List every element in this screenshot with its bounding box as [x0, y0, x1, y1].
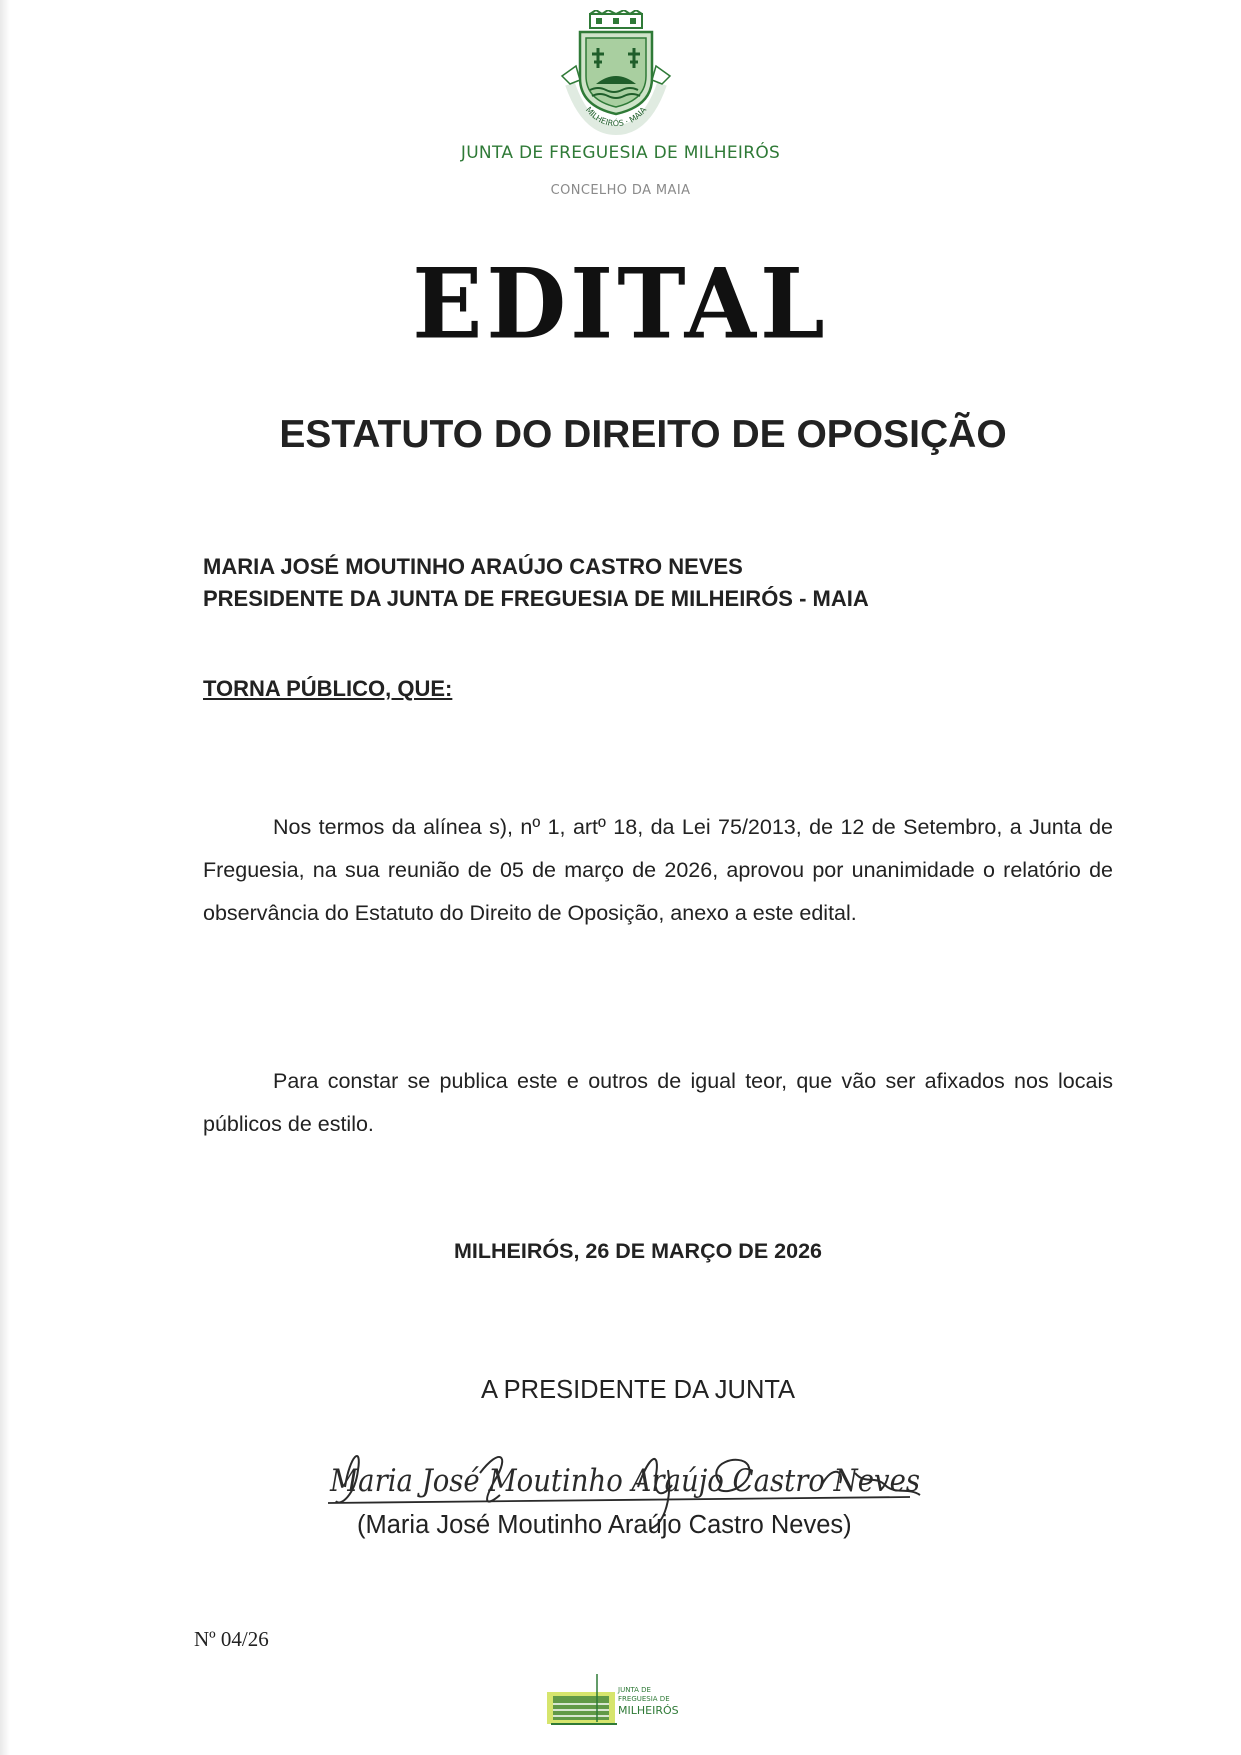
body-paragraph-2-text: Para constar se publica este e outros de igual teor, que vão ser afixados nos locais públicos de estilo.	[203, 1069, 1113, 1136]
body-paragraph-1-text: Nos termos da alínea s), nº 1, artº 18, da Lei 75/2013, de 12 de Setembro, a Junta de Freguesia, na sua reunião de 05 de março de 2026, aprovou por unanimidade o relatório de observância do Estatuto do Direito de Oposição, anexo a este edital.	[203, 815, 1113, 925]
edital-number: Nº 04/26	[194, 1627, 269, 1651]
date-line: MILHEIRÓS, 26 DE MARÇO DE 2026	[454, 1239, 822, 1263]
footer-line-2: FREGUESIA DE	[618, 1695, 670, 1703]
author-name: MARIA JOSÉ MOUTINHO ARAÚJO CASTRO NEVES	[203, 554, 743, 579]
announcement-heading: TORNA PÚBLICO, QUE:	[203, 676, 453, 701]
document-title: EDITAL	[412, 247, 829, 361]
org-name: JUNTA DE FREGUESIA DE MILHEIRÓS	[460, 143, 781, 163]
signatory-name: (Maria José Moutinho Araújo Castro Neves)	[357, 1511, 852, 1539]
signatory-role: A PRESIDENTE DA JUNTA	[480, 1376, 796, 1404]
crest-label: MILHEIRÓS · MAIA	[583, 105, 649, 129]
parish-crest-logo	[556, 10, 676, 135]
signature-script: Maria José Moutinho Araújo Castro Neves	[329, 1463, 920, 1499]
author-block	[203, 551, 869, 615]
footer-line-3: MILHEIRÓS	[618, 1704, 679, 1717]
body-paragraph-2	[203, 1060, 1113, 1146]
org-subtitle: CONCELHO DA MAIA	[550, 183, 691, 198]
author-position: PRESIDENTE DA JUNTA DE FREGUESIA DE MILHEIRÓS - MAIA	[203, 586, 869, 611]
document-subject: ESTATUTO DO DIREITO DE OPOSIÇÃO	[279, 413, 1007, 456]
footer-line-1: JUNTA DE	[618, 1686, 651, 1694]
footer-logo-text	[618, 1686, 679, 1717]
body-paragraph-1	[203, 806, 1113, 935]
